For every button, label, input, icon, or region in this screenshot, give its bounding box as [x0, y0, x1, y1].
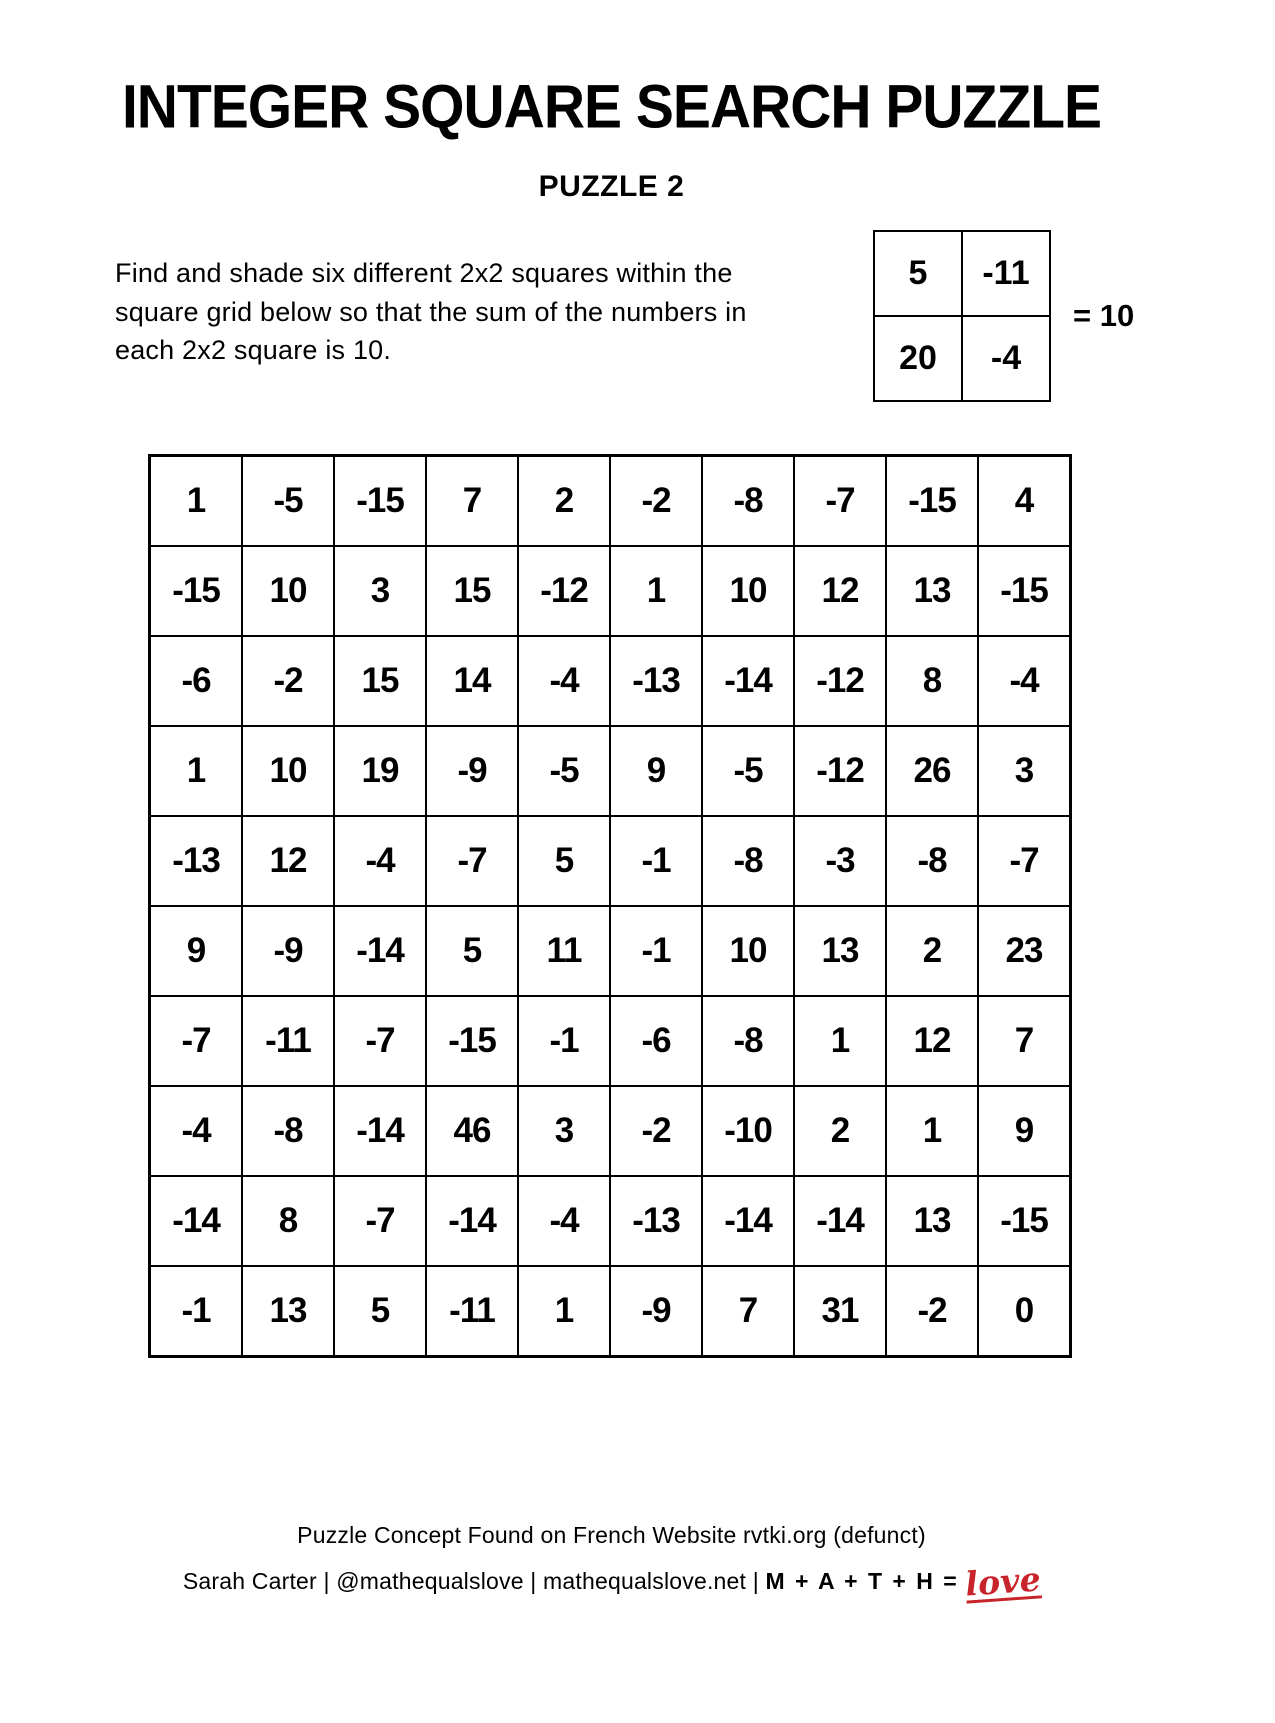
grid-cell[interactable]: 9 [151, 907, 241, 995]
grid-cell[interactable]: -7 [427, 817, 517, 905]
grid-cell[interactable]: -8 [703, 457, 793, 545]
grid-cell[interactable]: 7 [703, 1267, 793, 1355]
grid-cell[interactable]: -1 [611, 817, 701, 905]
instructions-text: Find and shade six different 2x2 squares within the square grid below so that the sum of the numbers in each 2x2 square is 10. [115, 258, 747, 366]
grid-cell[interactable]: -13 [151, 817, 241, 905]
grid-cell[interactable]: 14 [427, 637, 517, 725]
grid-cell[interactable]: 10 [703, 547, 793, 635]
grid-cell[interactable]: -2 [611, 1087, 701, 1175]
example-cell: -4 [963, 317, 1049, 400]
grid-cell[interactable]: -8 [703, 997, 793, 1085]
grid-cell[interactable]: -7 [795, 457, 885, 545]
grid-cell[interactable]: -5 [243, 457, 333, 545]
grid-cell[interactable]: 13 [887, 1177, 977, 1265]
footer [0, 1522, 1223, 1604]
grid-cell[interactable]: -2 [611, 457, 701, 545]
grid-cell[interactable]: -14 [427, 1177, 517, 1265]
grid-cell[interactable]: -14 [335, 907, 425, 995]
grid-cell[interactable]: 1 [611, 547, 701, 635]
grid-cell[interactable]: 5 [519, 817, 609, 905]
love-logo: love [963, 1559, 1042, 1604]
footer-source-line: Puzzle Concept Found on French Website rvtki.org (defunct) [297, 1522, 926, 1548]
grid-cell[interactable]: -7 [979, 817, 1069, 905]
grid-cell[interactable]: -6 [151, 637, 241, 725]
grid-cell[interactable]: 1 [151, 727, 241, 815]
grid-cell[interactable]: -8 [703, 817, 793, 905]
grid-cell[interactable]: 8 [243, 1177, 333, 1265]
grid-cell[interactable]: -15 [151, 547, 241, 635]
worksheet-page [0, 72, 1223, 1604]
grid-cell[interactable]: -15 [887, 457, 977, 545]
grid-cell[interactable]: -14 [335, 1087, 425, 1175]
grid-cell[interactable]: 1 [887, 1087, 977, 1175]
grid-cell[interactable]: 13 [887, 547, 977, 635]
footer-credit-line [0, 1558, 1223, 1604]
grid-cell[interactable]: -4 [151, 1087, 241, 1175]
grid-cell[interactable]: 9 [611, 727, 701, 815]
grid-cell[interactable]: -1 [151, 1267, 241, 1355]
grid-cell[interactable]: -8 [887, 817, 977, 905]
grid-cell[interactable]: -4 [519, 1177, 609, 1265]
grid-cell[interactable]: 13 [243, 1267, 333, 1355]
grid-cell[interactable]: -10 [703, 1087, 793, 1175]
grid-cell[interactable]: 3 [519, 1087, 609, 1175]
grid-cell[interactable]: 3 [979, 727, 1069, 815]
grid-cell[interactable]: -9 [243, 907, 333, 995]
example-grid [873, 230, 1051, 402]
grid-cell[interactable]: -11 [427, 1267, 517, 1355]
grid-cell[interactable]: -12 [795, 727, 885, 815]
example-cell: -11 [963, 232, 1049, 315]
grid-cell[interactable]: 10 [243, 727, 333, 815]
example-sum-label: = 10 [1073, 298, 1135, 333]
grid-cell[interactable]: -13 [611, 637, 701, 725]
grid-cell[interactable]: -4 [519, 637, 609, 725]
grid-cell[interactable]: -14 [795, 1177, 885, 1265]
grid-cell[interactable]: 7 [427, 457, 517, 545]
grid-cell[interactable]: 12 [795, 547, 885, 635]
grid-cell[interactable]: 7 [979, 997, 1069, 1085]
grid-cell[interactable]: -8 [243, 1087, 333, 1175]
footer-credit-text: Sarah Carter | @mathequalslove | mathequalslove.net | [182, 1568, 766, 1594]
grid-cell[interactable]: 23 [979, 907, 1069, 995]
grid-cell[interactable]: -15 [979, 1177, 1069, 1265]
grid-cell[interactable]: -5 [703, 727, 793, 815]
example-cell: 20 [875, 317, 961, 400]
grid-cell[interactable]: -2 [243, 637, 333, 725]
grid-cell[interactable]: -4 [979, 637, 1069, 725]
grid-cell[interactable]: 2 [519, 457, 609, 545]
grid-cell[interactable]: 12 [243, 817, 333, 905]
grid-cell[interactable]: -9 [611, 1267, 701, 1355]
grid-cell[interactable]: 46 [427, 1087, 517, 1175]
footer-math-text: M + A + T + H = [765, 1568, 959, 1594]
grid-cell[interactable]: 3 [335, 547, 425, 635]
grid-cell[interactable]: 10 [703, 907, 793, 995]
grid-cell[interactable]: -1 [611, 907, 701, 995]
grid-cell[interactable]: 31 [795, 1267, 885, 1355]
grid-cell[interactable]: -11 [243, 997, 333, 1085]
grid-cell[interactable]: 15 [335, 637, 425, 725]
grid-cell[interactable]: 1 [151, 457, 241, 545]
grid-cell[interactable]: -12 [519, 547, 609, 635]
grid-cell[interactable]: 0 [979, 1267, 1069, 1355]
intro-section [0, 218, 1223, 402]
grid-cell[interactable]: 12 [887, 997, 977, 1085]
grid-cell[interactable]: 19 [335, 727, 425, 815]
example-cell: 5 [875, 232, 961, 315]
grid-cell[interactable]: 4 [979, 457, 1069, 545]
grid-cell[interactable]: -6 [611, 997, 701, 1085]
grid-cell[interactable]: -7 [335, 1177, 425, 1265]
grid-cell[interactable]: 26 [887, 727, 977, 815]
grid-cell[interactable]: -9 [427, 727, 517, 815]
grid-cell[interactable]: 1 [519, 1267, 609, 1355]
grid-cell[interactable]: 10 [243, 547, 333, 635]
grid-cell[interactable]: -5 [519, 727, 609, 815]
grid-cell[interactable]: -7 [335, 997, 425, 1085]
example-section [873, 230, 1134, 402]
grid-cell[interactable]: -3 [795, 817, 885, 905]
grid-cell[interactable]: -15 [427, 997, 517, 1085]
grid-cell[interactable]: 11 [519, 907, 609, 995]
grid-cell[interactable]: 15 [427, 547, 517, 635]
grid-cell[interactable]: -14 [703, 1177, 793, 1265]
grid-cell[interactable]: 8 [887, 637, 977, 725]
grid-cell[interactable]: 9 [979, 1087, 1069, 1175]
grid-cell[interactable]: 5 [335, 1267, 425, 1355]
grid-cell[interactable]: -15 [979, 547, 1069, 635]
grid-cell[interactable]: -15 [335, 457, 425, 545]
page-title: INTEGER SQUARE SEARCH PUZZLE [121, 72, 1102, 142]
grid-cell[interactable]: -7 [151, 997, 241, 1085]
grid-cell[interactable]: -1 [519, 997, 609, 1085]
puzzle-subtitle: PUZZLE 2 [538, 170, 685, 203]
grid-cell[interactable]: -2 [887, 1267, 977, 1355]
grid-cell[interactable]: -12 [795, 637, 885, 725]
grid-cell[interactable]: 1 [795, 997, 885, 1085]
grid-cell[interactable]: 5 [427, 907, 517, 995]
grid-cell[interactable]: -14 [703, 637, 793, 725]
puzzle-grid [148, 454, 1072, 1358]
grid-cell[interactable]: -13 [611, 1177, 701, 1265]
grid-cell[interactable]: 2 [795, 1087, 885, 1175]
grid-cell[interactable]: -14 [151, 1177, 241, 1265]
grid-cell[interactable]: -4 [335, 817, 425, 905]
grid-cell[interactable]: 2 [887, 907, 977, 995]
grid-cell[interactable]: 13 [795, 907, 885, 995]
